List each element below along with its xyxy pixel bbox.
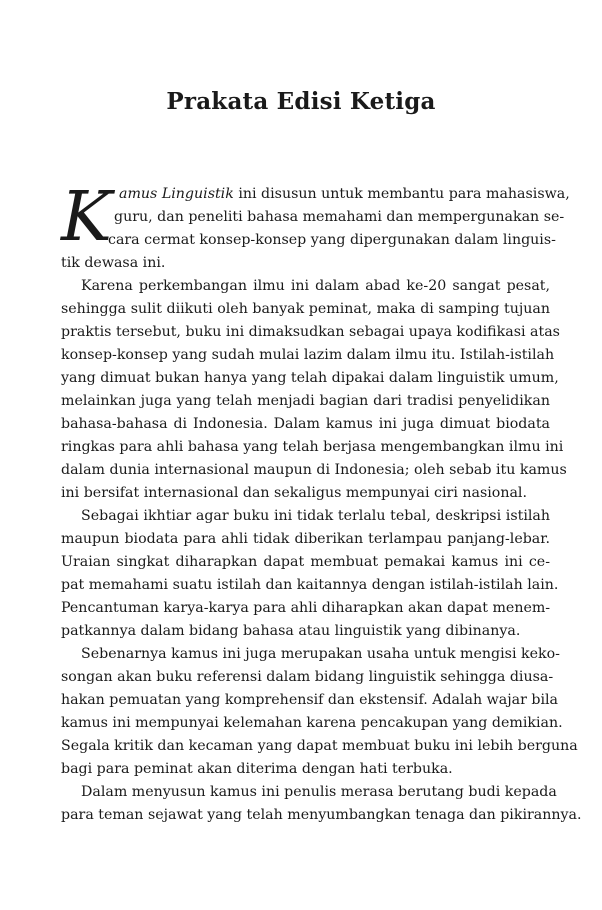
- text-line: praktis tersebut, buku ini dimaksudkan sebagai upaya kodifikasi atas: [61, 324, 560, 340]
- text-line: ini bersifat internasional dan sekaligus mempunyai ciri nasional.: [61, 485, 527, 501]
- paragraphs: [61, 275, 582, 827]
- page-title: Prakata Edisi Ketiga: [166, 88, 436, 115]
- text-line: dalam dunia internasional maupun di Indonesia; oleh sebab itu kamus: [61, 462, 567, 478]
- text-line: melainkan juga yang telah menjadi bagian dari tradisi penyelidikan: [61, 393, 550, 409]
- text-line: songan akan buku referensi dalam bidang linguistik sehingga diusa-: [61, 669, 554, 685]
- text-line: pat memahami suatu istilah dan kaitannya dengan istilah-istilah lain.: [61, 577, 559, 593]
- text-line: Uraian singkat diharapkan dapat membuat pemakai kamus ini ce-: [61, 554, 550, 570]
- text-line: sehingga sulit diikuti oleh banyak peminat, maka di samping tujuan: [61, 301, 550, 317]
- text-line: konsep-konsep yang sudah mulai lazim dalam ilmu itu. Istilah-istilah: [61, 347, 555, 363]
- text-line: [61, 183, 570, 206]
- text-line: Sebenarnya kamus ini juga merupakan usaha untuk mengisi keko-: [81, 646, 560, 662]
- text-line: Pencantuman karya-karya para ahli diharapkan akan dapat menem-: [61, 600, 551, 616]
- text-line: para teman sejawat yang telah menyumbangkan tenaga dan pikirannya.: [61, 807, 582, 823]
- book-title-italic: amus Linguistik: [119, 186, 234, 202]
- text-line: tik dewasa ini.: [61, 255, 166, 271]
- text-line: yang dimuat bukan hanya yang telah dipakai dalam linguistik umum,: [61, 370, 559, 386]
- text-line: Karena perkembangan ilmu ini dalam abad ke-20 sangat pesat,: [81, 278, 550, 294]
- text-line: Dalam menyusun kamus ini penulis merasa berutang budi kepada: [81, 784, 557, 800]
- text-line-segment: ini disusun untuk membantu para mahasiswa,: [233, 186, 570, 202]
- text-line: kamus ini mempunyai kelemahan karena pencakupan yang demikian.: [61, 715, 563, 731]
- preface-body: [61, 178, 582, 827]
- text-line: Sebagai ikhtiar agar buku ini tidak terlalu tebal, deskripsi istilah: [81, 508, 550, 524]
- text-line: bagi para peminat akan diterima dengan hati terbuka.: [61, 761, 453, 777]
- text-line: hakan pemuatan yang komprehensif dan ekstensif. Adalah wajar bila: [61, 692, 559, 708]
- paragraph: [61, 505, 559, 643]
- text-line: patkannya dalam bidang bahasa atau linguistik yang dibinanya.: [61, 623, 521, 639]
- intro-paragraph: [61, 178, 570, 275]
- text-line: maupun biodata para ahli tidak diberikan terlampau panjang-lebar.: [61, 531, 550, 547]
- paragraph: [61, 643, 578, 781]
- drop-cap: K: [61, 178, 112, 257]
- text-line: guru, dan peneliti bahasa memahami dan mempergunakan se-: [114, 209, 565, 225]
- text-line: cara cermat konsep-konsep yang dipergunakan dalam linguis-: [108, 232, 556, 248]
- text-line: ringkas para ahli bahasa yang telah berjasa mengembangkan ilmu ini: [61, 439, 564, 455]
- text-line: Segala kritik dan kecaman yang dapat membuat buku ini lebih berguna: [61, 738, 578, 754]
- text-line: bahasa-bahasa di Indonesia. Dalam kamus ini juga dimuat biodata: [61, 416, 550, 432]
- paragraph: [61, 781, 582, 827]
- paragraph: [61, 275, 567, 505]
